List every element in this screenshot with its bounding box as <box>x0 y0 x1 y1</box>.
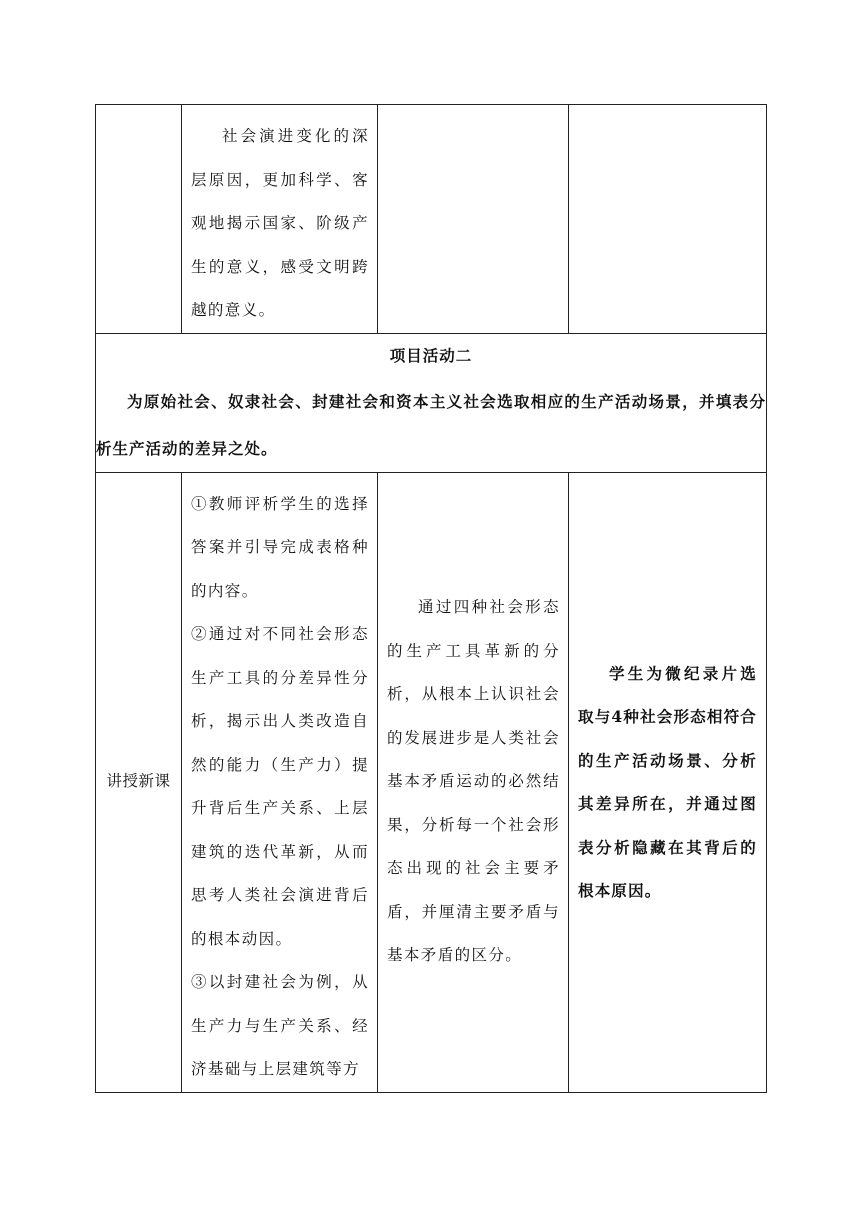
teacher-step: ③以封建社会为例，从生产力与生产关系、经济基础与上层建筑等方 <box>191 973 369 1078</box>
student-activity-cell <box>569 472 767 1092</box>
design-intent-cell <box>378 472 569 1092</box>
student-activity-text: 学生为微纪录片选取与4种社会形态相符合的生产活动场景、分析其差异所在，并通过图表分析隐藏在其背后的根本原因。 <box>578 663 757 900</box>
table-cell-empty <box>378 105 569 334</box>
activity-cell <box>96 333 767 472</box>
table-cell-teaching-content <box>182 105 378 334</box>
lesson-plan-table <box>95 104 767 1093</box>
teacher-step: ②通过对不同社会形态生产工具的分差异性分析，揭示出人类改造自然的能力（生产力）提升背后生产关系、上层建筑的迭代革新，从而思考人类社会演进背后的根本动因。 <box>191 625 369 948</box>
table-row <box>96 105 767 334</box>
activity-row <box>96 333 767 472</box>
teacher-step: ①教师评析学生的选择答案并引导完成表格种的内容。 <box>191 494 369 600</box>
section-label-cell <box>96 472 182 1092</box>
cell-text: 社会演进变化的深层原因，更加科学、客观地揭示国家、阶级产生的意义，感受文明跨越的意义。 <box>191 127 369 319</box>
section-label: 讲授新课 <box>106 772 171 791</box>
activity-title: 项目活动二 <box>389 345 473 365</box>
table-cell-empty <box>569 105 767 334</box>
table-cell-empty <box>96 105 182 334</box>
design-intent-text: 通过四种社会形态的生产工具革新的分析，从根本上认识社会的发展进步是人类社会基本矛盾运动的必然结果，分析每一个社会形态出现的社会主要矛盾，并厘清主要矛盾与基本矛盾的区分。 <box>387 598 560 965</box>
teacher-activity-cell <box>182 472 378 1092</box>
teacher-steps <box>182 473 377 1092</box>
table-row <box>96 472 767 1092</box>
activity-description: 为原始社会、奴隶社会、封建社会和资本主义社会选取相应的生产活动场景，并填表分析生产活动的差异之处。 <box>96 391 766 458</box>
